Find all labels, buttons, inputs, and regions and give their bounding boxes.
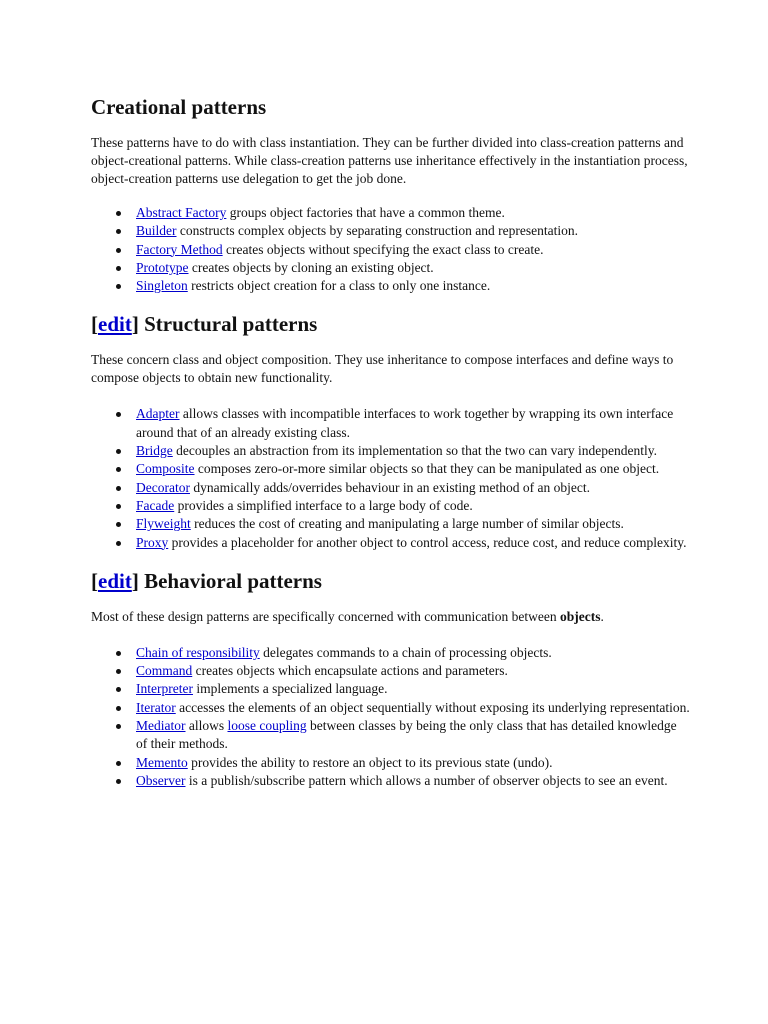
singleton-link[interactable]: Singleton xyxy=(136,278,188,294)
decorator-link[interactable]: Decorator xyxy=(136,479,190,495)
structural-intro: These concern class and object composition. They use inheritance to compose interfaces and define ways to compose objects to obtain new functionality. xyxy=(91,352,674,386)
flyweight-link[interactable]: Flyweight xyxy=(136,516,191,532)
list-item xyxy=(136,405,691,442)
list-item xyxy=(136,241,691,259)
mediator-link[interactable]: Mediator xyxy=(136,718,186,734)
structural-list xyxy=(91,405,691,551)
list-item xyxy=(136,754,691,772)
behavioral-edit-link[interactable]: edit xyxy=(98,568,132,593)
loose-coupling-link[interactable]: loose coupling xyxy=(227,718,307,734)
bracket-close: ] xyxy=(131,568,139,593)
interpreter-link[interactable]: Interpreter xyxy=(136,681,193,697)
list-item xyxy=(136,680,691,698)
list-item xyxy=(136,772,691,790)
intro-bold-text: objects xyxy=(559,608,601,624)
list-item xyxy=(136,497,691,515)
composite-link[interactable]: Composite xyxy=(136,461,195,477)
list-item-text: groups object factories that have a common theme. xyxy=(226,205,505,220)
list-item-text: allows xyxy=(185,718,228,734)
list-item-text: decouples an abstraction from its implementation so that the two can vary independently. xyxy=(172,443,657,459)
intro-text: Most of these design patterns are specifically concerned with communication between xyxy=(91,608,560,624)
behavioral-intro xyxy=(91,608,691,626)
intro-end: . xyxy=(600,608,604,624)
creational-heading: Creational patterns xyxy=(91,95,267,119)
list-item xyxy=(136,259,691,277)
list-item-text: reduces the cost of creating and manipulating a large number of similar objects. xyxy=(190,516,624,532)
structural-title: Structural patterns xyxy=(138,312,318,337)
list-item xyxy=(136,204,691,222)
list-item xyxy=(136,662,691,680)
iterator-link[interactable]: Iterator xyxy=(136,699,176,715)
list-item-text: delegates commands to a chain of processing objects. xyxy=(259,644,552,660)
list-item-text: creates objects by cloning an existing object. xyxy=(188,259,434,275)
behavioral-list xyxy=(91,644,691,790)
list-item xyxy=(136,442,691,460)
list-item xyxy=(136,515,691,533)
prototype-link[interactable]: Prototype xyxy=(136,259,189,275)
bridge-link[interactable]: Bridge xyxy=(136,443,173,459)
behavioral-heading xyxy=(91,568,691,594)
list-item-text: is a publish/subscribe pattern which allows a number of observer objects to see an event. xyxy=(185,772,668,788)
list-item-text: provides the ability to restore an object to its previous state (undo). xyxy=(187,754,553,770)
creational-list xyxy=(91,204,691,295)
list-item xyxy=(136,222,691,240)
factory-method-link[interactable]: Factory Method xyxy=(136,241,223,257)
proxy-link[interactable]: Proxy xyxy=(136,534,169,550)
bracket-open: [ xyxy=(91,312,98,337)
abstract-factory-link[interactable]: Abstract Factory xyxy=(136,205,227,220)
bracket-open: [ xyxy=(91,568,98,593)
list-item-text: allows classes with incompatible interfaces to work together by wrapping its own interface around that of an already existing class. xyxy=(136,406,674,440)
adapter-link[interactable]: Adapter xyxy=(136,406,180,422)
bracket-close: ] xyxy=(131,312,139,337)
list-item xyxy=(136,534,691,552)
list-item-text: constructs complex objects by separating construction and representation. xyxy=(176,223,579,239)
list-item-text: provides a placeholder for another object to control access, reduce cost, and reduce complexity. xyxy=(168,534,687,550)
list-item-text: dynamically adds/overrides behaviour in an existing method of an object. xyxy=(189,479,590,495)
structural-heading xyxy=(91,311,691,337)
facade-link[interactable]: Facade xyxy=(136,497,175,513)
list-item-text: implements a specialized language. xyxy=(192,681,388,697)
memento-link[interactable]: Memento xyxy=(136,754,188,770)
list-item xyxy=(136,644,691,662)
creational-intro: These patterns have to do with class instantiation. They can be further divided into class-creation patterns and object-creational patterns. While class-creation patterns use inheritance effectively in the instantiation process, object-creation patterns use delegation to get the job done. xyxy=(91,135,688,186)
list-item xyxy=(136,277,691,295)
list-item xyxy=(136,699,691,717)
list-item-text: composes zero-or-more similar objects so that they can be manipulated as one object. xyxy=(194,461,660,477)
list-item-text: accesses the elements of an object sequentially without exposing its underlying representation. xyxy=(175,699,690,715)
list-item-text: creates objects which encapsulate actions and parameters. xyxy=(192,663,508,679)
command-link[interactable]: Command xyxy=(136,663,193,679)
structural-edit-link[interactable]: edit xyxy=(98,312,132,337)
behavioral-title: Behavioral patterns xyxy=(138,568,322,593)
observer-link[interactable]: Observer xyxy=(136,772,186,788)
article-content xyxy=(91,94,691,790)
list-item xyxy=(136,717,691,754)
list-item-text: provides a simplified interface to a large body of code. xyxy=(174,497,473,513)
list-item xyxy=(136,479,691,497)
list-item-text: restricts object creation for a class to only one instance. xyxy=(187,278,491,294)
list-item-text: between classes by being the only class that has detailed knowledge of their methods. xyxy=(136,718,677,752)
chain-of-responsibility-link[interactable]: Chain of responsibility xyxy=(136,644,260,660)
list-item xyxy=(136,460,691,478)
builder-link[interactable]: Builder xyxy=(136,223,177,239)
list-item-text: creates objects without specifying the exact class to create. xyxy=(222,241,544,257)
